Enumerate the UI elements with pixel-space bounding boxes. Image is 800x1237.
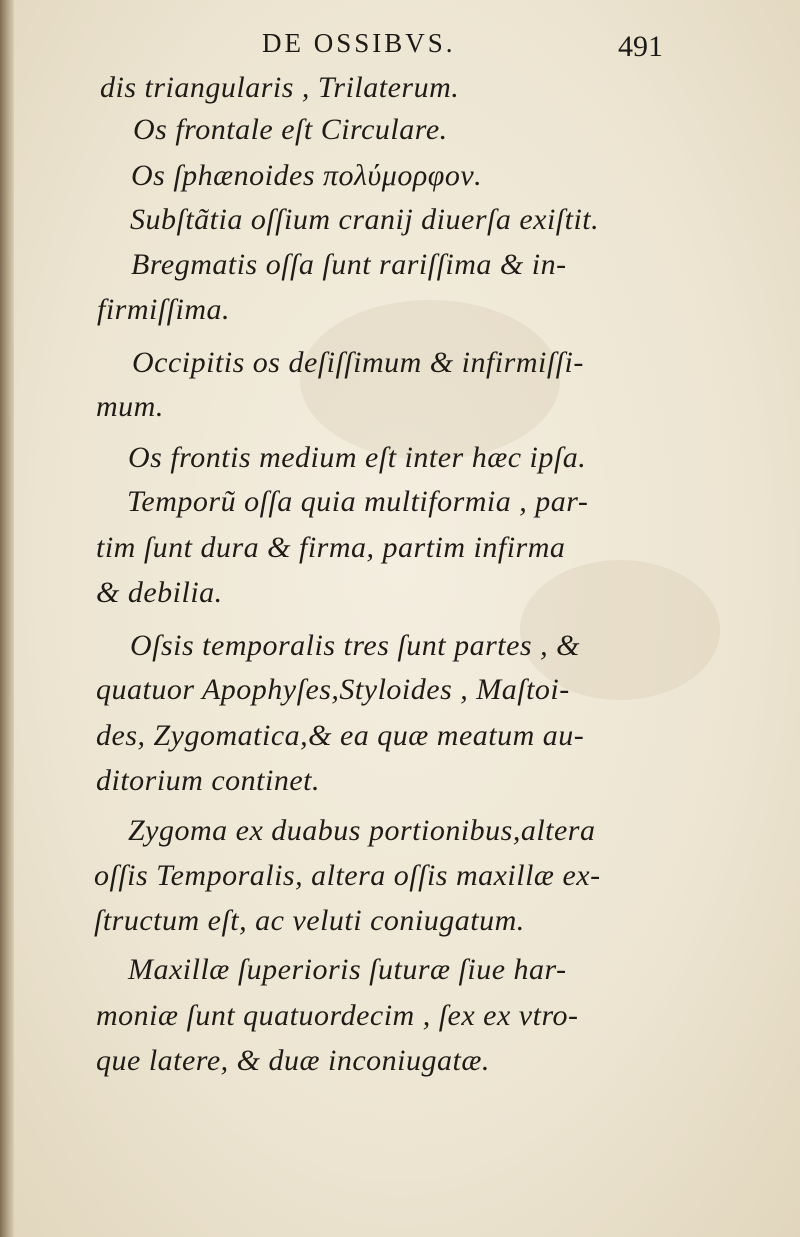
running-head	[0, 22, 800, 72]
text-line: Os ſphænoides πολύμορφον.	[131, 159, 483, 192]
text-line: Oſsis temporalis tres ſunt partes , &	[130, 629, 580, 662]
text-line: & debilia.	[96, 576, 223, 609]
running-head-title: DE OSSIBVS.	[262, 28, 456, 58]
text-line: Subſtãtia oſſium cranij diuerſa exiſtit.	[130, 203, 600, 236]
text-line: tim ſunt dura & firma, partim infirma	[96, 531, 566, 564]
text-line: Os frontis medium eſt inter hæc ipſa.	[128, 441, 587, 474]
text-line: des, Zygomatica,& ea quæ meatum au-	[96, 719, 585, 752]
text-line: Maxillæ ſuperioris ſuturæ ſiue har-	[128, 953, 567, 986]
text-line: mum.	[96, 390, 164, 423]
text-line: dis triangularis , Trilaterum.	[100, 71, 460, 104]
text-line: ditorium continet.	[96, 764, 320, 797]
text-line: moniæ ſunt quatuordecim , ſex ex vtro-	[96, 999, 579, 1032]
text-line: ſtructum eſt, ac veluti coniugatum.	[94, 904, 525, 937]
text-line: quatuor Apophyſes,Styloides , Maſtoi-	[96, 673, 570, 706]
text-line: que latere, & duæ inconiugatæ.	[96, 1044, 490, 1077]
text-line: oſſis Temporalis, altera oſſis maxillæ ex-	[94, 859, 601, 892]
text-line: firmiſſima.	[97, 293, 231, 326]
page-number: 491	[618, 30, 663, 63]
text-line: Temporũ oſſa quia multiformia , par-	[127, 485, 589, 518]
text-line: Bregmatis oſſa ſunt rariſſima & in-	[131, 248, 567, 281]
text-line: Occipitis os deſiſſimum & infirmiſſi-	[132, 346, 584, 379]
text-line: Os frontale eſt Circulare.	[133, 113, 448, 146]
page-binding-edge	[0, 0, 14, 1237]
text-line: Zygoma ex duabus portionibus,altera	[128, 814, 596, 847]
